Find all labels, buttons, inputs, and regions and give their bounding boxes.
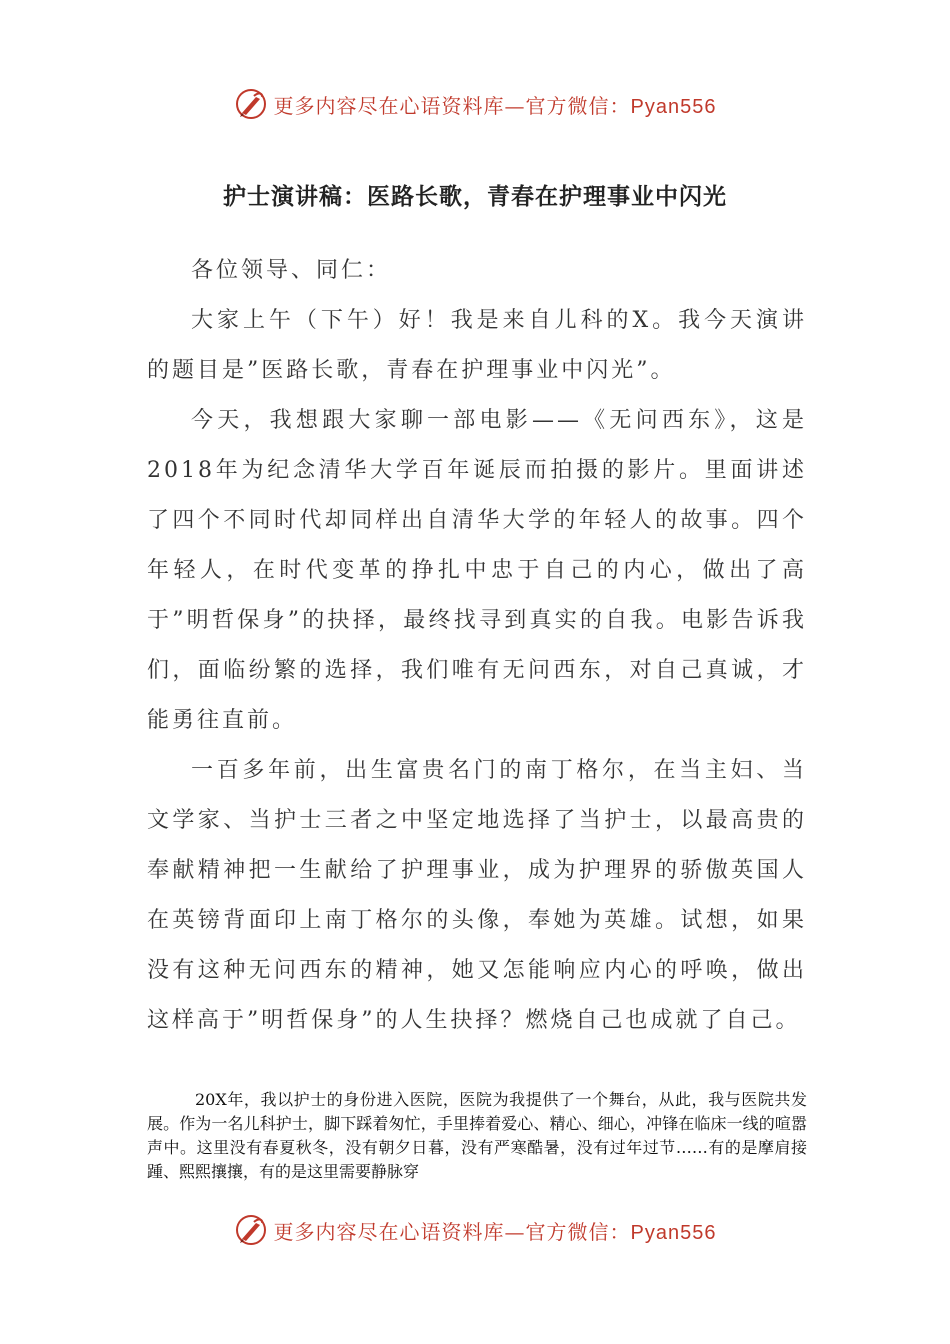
- paragraph-greeting: 各位领导、同仁：: [191, 258, 392, 283]
- page-footer: [0, 1210, 950, 1250]
- paragraph-nightingale: 一百多年前，出生富贵名门的南丁格尔，在当主妇、当文学家、当护士三者之中坚定地选择了当护士，以最高贵的奉献精神把一生献给了护理事业，成为护理界的骄傲英国人在英镑背面印上南丁格尔的头像，奉她为英雄。试想，如果没有这种无问西东的精神，她又怎能响应内心的呼唤，做出这样高于”明哲保身”的人生抉择？燃烧自己也成就了自己。: [147, 758, 807, 1033]
- brand-text-footer: [274, 1216, 717, 1245]
- brand-watermark-footer: [234, 1213, 717, 1247]
- brand-slogan-footer: 更多内容尽在心语资料库—官方微信：: [273, 1219, 631, 1244]
- brand-wechat-id: Pyan556: [630, 95, 717, 118]
- pen-logo-icon: [234, 1213, 268, 1247]
- document-title: 护士演讲稿：医路长歌，青春在护理事业中闪光: [223, 184, 727, 210]
- brand-text: [274, 90, 717, 119]
- paragraph-intro: 大家上午（下午）好！我是来自儿科的X。我今天演讲的题目是”医路长歌，青春在护理事业中闪光”。: [147, 308, 807, 383]
- brand-watermark: [234, 87, 717, 121]
- brand-slogan: 更多内容尽在心语资料库—官方微信：: [273, 93, 631, 118]
- pen-logo-icon: [234, 87, 268, 121]
- paragraph-movie: 今天，我想跟大家聊一部电影——《无问西东》，这是2018年为纪念清华大学百年诞辰而拍摄的影片。里面讲述了四个不同时代却同样出自清华大学的年轻人的故事。四个年轻人，在时代变革的挣扎中忠于自己的内心，做出了高于”明哲保身”的抉择，最终找寻到真实的自我。电影告诉我们，面临纷繁的选择，我们唯有无问西东，对自己真诚，才能勇往直前。: [147, 408, 807, 733]
- document-body: [147, 246, 807, 1046]
- page-header: [0, 84, 950, 124]
- paragraph-career: 20X年，我以护士的身份进入医院，医院为我提供了一个舞台，从此，我与医院共发展。作为一名儿科护士，脚下踩着匆忙，手里捧着爱心、精心、细心，冲锋在临床一线的喧嚣声中。这里没有春夏秋冬，没有朝夕日暮，没有严寒酷暑，没有过年过节……有的是摩肩接踵、熙熙攘攘，有的是这里需要静脉穿: [147, 1090, 807, 1181]
- document-body-small: [147, 1088, 807, 1184]
- brand-wechat-id-footer: Pyan556: [630, 1221, 717, 1244]
